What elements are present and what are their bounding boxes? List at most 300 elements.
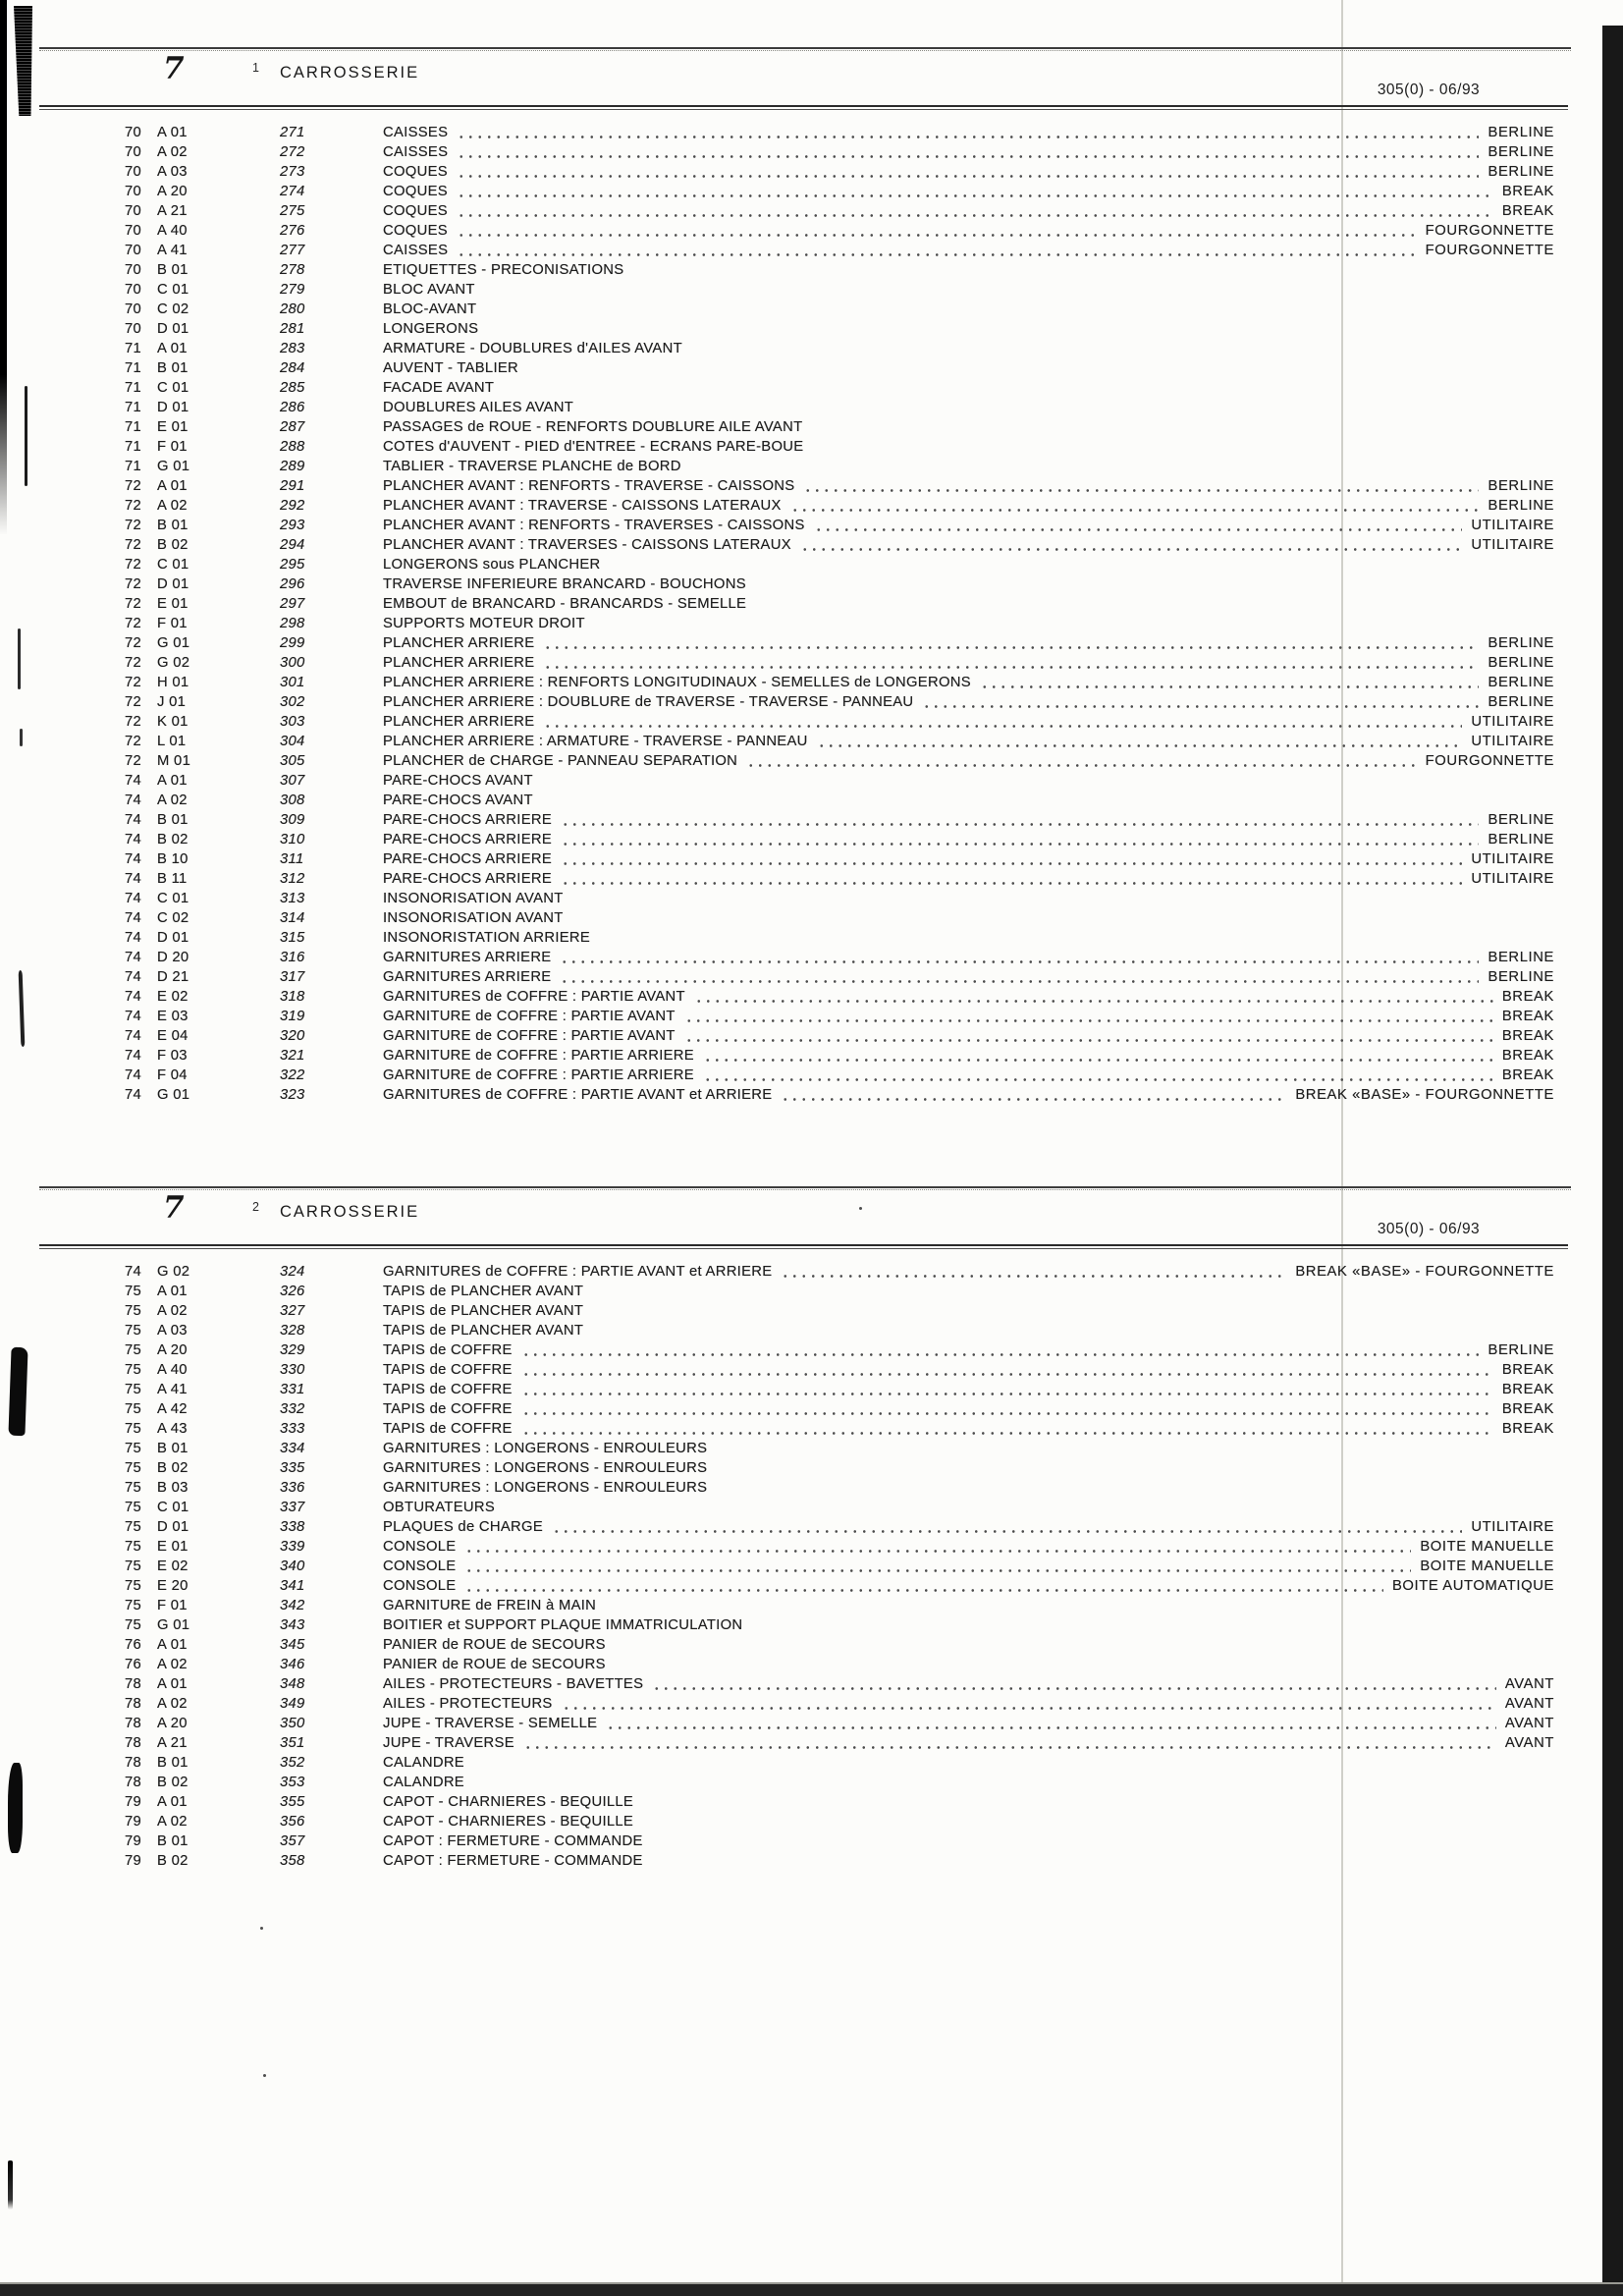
row-description: BLOC-AVANT <box>383 301 477 317</box>
row-page-number: 322 <box>280 1067 305 1083</box>
table-row <box>0 574 1623 594</box>
row-group: 74 <box>125 1067 142 1083</box>
part-number: 2 <box>252 1200 259 1214</box>
table-row <box>0 398 1623 417</box>
row-group: 74 <box>125 1087 142 1103</box>
row-page-number: 310 <box>280 832 305 847</box>
table-row <box>0 1753 1623 1773</box>
row-code: G 01 <box>157 1087 190 1103</box>
scan-artifact <box>14 6 32 116</box>
row-group: 72 <box>125 734 142 749</box>
row-code: B 03 <box>157 1480 189 1496</box>
row-page-number: 303 <box>280 714 305 730</box>
row-code: D 01 <box>157 1519 189 1535</box>
table-row <box>0 1478 1623 1498</box>
row-variant: BERLINE <box>1488 1342 1554 1358</box>
row-variant: AVANT <box>1504 1716 1554 1731</box>
row-code: A 01 <box>157 1676 188 1692</box>
row-page-number: 291 <box>280 478 305 494</box>
row-group: 75 <box>125 1401 142 1417</box>
table-row <box>0 1046 1623 1066</box>
row-description: GARNITURES : LONGERONS - ENROULEURS <box>383 1460 708 1476</box>
row-group: 75 <box>125 1342 142 1358</box>
row-description: PARE-CHOCS ARRIERE <box>383 871 553 887</box>
row-code: B 01 <box>157 1755 189 1771</box>
row-description: CONSOLE <box>383 1539 457 1555</box>
row-description: PLANCHER AVANT : TRAVERSES - CAISSONS LATERAUX <box>383 537 791 553</box>
row-code: A 02 <box>157 1696 188 1712</box>
row-code: A 41 <box>157 1382 188 1397</box>
row-variant: BERLINE <box>1488 655 1554 671</box>
row-description: CAPOT : FERMETURE - COMMANDE <box>383 1833 643 1849</box>
row-group: 74 <box>125 851 142 867</box>
row-code: A 20 <box>157 1716 188 1731</box>
row-code: C 01 <box>157 1500 189 1515</box>
table-row <box>0 339 1623 358</box>
table-row <box>0 1812 1623 1831</box>
row-code: A 21 <box>157 1735 188 1751</box>
row-code: E 01 <box>157 1539 189 1555</box>
row-group: 74 <box>125 891 142 906</box>
row-description: CALANDRE <box>383 1775 464 1790</box>
row-code: H 01 <box>157 675 189 690</box>
row-description: GARNITURE de COFFRE : PARTIE ARRIERE <box>383 1067 694 1083</box>
dot-leader <box>520 1733 1499 1753</box>
row-group: 75 <box>125 1519 142 1535</box>
row-group: 74 <box>125 989 142 1005</box>
row-code: A 01 <box>157 478 188 494</box>
table-row <box>0 1557 1623 1576</box>
table-row <box>0 1773 1623 1792</box>
row-description: ARMATURE - DOUBLURES d'AILES AVANT <box>383 341 682 356</box>
row-description: PARE-CHOCS AVANT <box>383 793 533 808</box>
row-page-number: 337 <box>280 1500 305 1515</box>
row-page-number: 275 <box>280 203 305 219</box>
row-description: TRAVERSE INFERIEURE BRANCARD - BOUCHONS <box>383 576 746 592</box>
row-description: TAPIS de COFFRE <box>383 1382 513 1397</box>
row-page-number: 330 <box>280 1362 305 1378</box>
table-row <box>0 457 1623 476</box>
row-description: GARNITURE de FREIN à MAIN <box>383 1598 597 1613</box>
row-variant: BREAK <box>1501 989 1554 1005</box>
row-group: 75 <box>125 1421 142 1437</box>
row-group: 74 <box>125 773 142 789</box>
table-row <box>0 849 1623 869</box>
row-group: 75 <box>125 1558 142 1574</box>
table-row <box>0 1360 1623 1380</box>
row-group: 79 <box>125 1814 142 1830</box>
table-row <box>0 1674 1623 1694</box>
row-code: A 03 <box>157 1323 188 1339</box>
row-group: 79 <box>125 1833 142 1849</box>
row-group: 71 <box>125 439 142 455</box>
row-description: SUPPORTS MOTEUR DROIT <box>383 616 585 631</box>
row-variant: AVANT <box>1504 1676 1554 1692</box>
row-page-number: 311 <box>280 851 304 867</box>
row-code: D 20 <box>157 950 189 965</box>
row-description: PANIER de ROUE de SECOURS <box>383 1637 606 1653</box>
row-group: 71 <box>125 380 142 396</box>
row-description: CAISSES <box>383 243 449 258</box>
row-description: AILES - PROTECTEURS <box>383 1696 553 1712</box>
row-code: B 01 <box>157 360 189 376</box>
dot-leader <box>977 673 1483 692</box>
dot-leader <box>454 201 1496 221</box>
row-description: GARNITURES de COFFRE : PARTIE AVANT et ARRIERE <box>383 1264 773 1280</box>
dot-leader <box>919 692 1482 712</box>
row-description: JUPE - TRAVERSE - SEMELLE <box>383 1716 598 1731</box>
row-code: G 01 <box>157 1617 190 1633</box>
dot-leader <box>454 142 1482 162</box>
row-group: 74 <box>125 1009 142 1024</box>
dot-leader <box>743 751 1420 771</box>
row-page-number: 342 <box>280 1598 305 1613</box>
row-variant: BREAK <box>1501 1009 1554 1024</box>
row-group: 76 <box>125 1637 142 1653</box>
row-code: B 11 <box>157 871 188 887</box>
row-page-number: 336 <box>280 1480 305 1496</box>
row-code: E 01 <box>157 419 189 435</box>
dot-leader <box>540 653 1482 673</box>
dot-leader <box>681 1007 1496 1026</box>
row-code: B 01 <box>157 1833 189 1849</box>
table-row <box>0 300 1623 319</box>
dot-leader <box>461 1557 1414 1576</box>
row-page-number: 317 <box>280 969 305 985</box>
row-page-number: 348 <box>280 1676 305 1692</box>
row-code: G 01 <box>157 459 190 474</box>
row-description: ETIQUETTES - PRECONISATIONS <box>383 262 624 278</box>
row-group: 72 <box>125 478 142 494</box>
row-variant: BREAK <box>1501 1067 1554 1083</box>
row-code: K 01 <box>157 714 189 730</box>
row-variant: BERLINE <box>1488 125 1554 140</box>
table-row <box>0 1282 1623 1301</box>
row-code: B 02 <box>157 832 189 847</box>
row-description: AUVENT - TABLIER <box>383 360 519 376</box>
row-description: CONSOLE <box>383 1578 457 1594</box>
chapter-title: CARROSSERIE <box>280 64 420 82</box>
dot-leader <box>797 535 1465 555</box>
table-row <box>0 1596 1623 1615</box>
dot-leader <box>540 633 1482 653</box>
row-page-number: 355 <box>280 1794 305 1810</box>
row-description: PLANCHER ARRIERE <box>383 635 535 651</box>
row-description: INSONORISATION AVANT <box>383 910 564 926</box>
dot-leader <box>559 1694 1499 1714</box>
row-group: 74 <box>125 871 142 887</box>
row-variant: BERLINE <box>1488 969 1554 985</box>
row-group: 78 <box>125 1676 142 1692</box>
dot-leader <box>558 869 1465 889</box>
row-group: 72 <box>125 596 142 612</box>
row-description: CAPOT : FERMETURE - COMMANDE <box>383 1853 643 1869</box>
row-page-number: 302 <box>280 694 305 710</box>
scan-bottom-band <box>0 2284 1623 2296</box>
row-description: EMBOUT de BRANCARD - BRANCARDS - SEMELLE <box>383 596 747 612</box>
table-row <box>0 280 1623 300</box>
row-code: A 41 <box>157 243 188 258</box>
row-group: 75 <box>125 1284 142 1299</box>
row-variant: UTILITAIRE <box>1471 537 1554 553</box>
row-description: COTES d'AUVENT - PIED d'ENTREE - ECRANS PARE-BOUE <box>383 439 804 455</box>
table-row <box>0 791 1623 810</box>
row-group: 78 <box>125 1716 142 1731</box>
row-description: GARNITURE de COFFRE : PARTIE AVANT <box>383 1009 676 1024</box>
row-page-number: 308 <box>280 793 305 808</box>
row-code: A 42 <box>157 1401 188 1417</box>
row-description: PARE-CHOCS ARRIERE <box>383 832 553 847</box>
dot-leader <box>454 123 1482 142</box>
row-page-number: 292 <box>280 498 305 514</box>
row-variant: BREAK <box>1501 203 1554 219</box>
scan-speck <box>260 1927 263 1930</box>
row-code: B 01 <box>157 812 189 828</box>
row-page-number: 332 <box>280 1401 305 1417</box>
row-code: D 01 <box>157 930 189 946</box>
table-row <box>0 358 1623 378</box>
table-row <box>0 319 1623 339</box>
row-variant: BERLINE <box>1488 812 1554 828</box>
header-rule <box>39 105 1568 110</box>
row-page-number: 293 <box>280 518 305 533</box>
table-row <box>0 594 1623 614</box>
row-description: PLANCHER AVANT : TRAVERSE - CAISSONS LATERAUX <box>383 498 782 514</box>
row-group: 70 <box>125 301 142 317</box>
row-description: GARNITURE de COFFRE : PARTIE ARRIERE <box>383 1048 694 1064</box>
row-variant: UTILITAIRE <box>1471 851 1554 867</box>
table-row <box>0 967 1623 987</box>
row-page-number: 298 <box>280 616 305 631</box>
row-code: F 01 <box>157 1598 188 1613</box>
row-group: 79 <box>125 1794 142 1810</box>
row-code: A 02 <box>157 793 188 808</box>
dot-leader <box>461 1537 1414 1557</box>
row-group: 72 <box>125 635 142 651</box>
row-description: CAPOT - CHARNIERES - BEQUILLE <box>383 1814 634 1830</box>
table-row <box>0 1439 1623 1458</box>
row-code: A 02 <box>157 498 188 514</box>
row-group: 75 <box>125 1460 142 1476</box>
row-variant: BOITE MANUELLE <box>1420 1558 1554 1574</box>
row-group: 75 <box>125 1578 142 1594</box>
dot-leader <box>558 810 1482 830</box>
table-row <box>0 496 1623 516</box>
row-description: COQUES <box>383 164 448 180</box>
row-code: G 02 <box>157 655 190 671</box>
row-group: 70 <box>125 203 142 219</box>
row-group: 78 <box>125 1735 142 1751</box>
row-page-number: 331 <box>280 1382 305 1397</box>
row-code: B 02 <box>157 1775 189 1790</box>
dot-leader <box>811 516 1466 535</box>
dot-leader <box>518 1399 1496 1419</box>
dot-leader <box>700 1046 1496 1066</box>
row-description: LONGERONS sous PLANCHER <box>383 557 601 573</box>
row-page-number: 340 <box>280 1558 305 1574</box>
row-page-number: 329 <box>280 1342 305 1358</box>
row-variant: FOURGONNETTE <box>1425 223 1554 239</box>
table-row <box>0 123 1623 142</box>
row-description: PARE-CHOCS AVANT <box>383 773 533 789</box>
row-page-number: 356 <box>280 1814 305 1830</box>
row-page-number: 334 <box>280 1441 305 1456</box>
row-variant: BERLINE <box>1488 635 1554 651</box>
row-code: G 02 <box>157 1264 190 1280</box>
table-row <box>0 182 1623 201</box>
row-group: 70 <box>125 125 142 140</box>
dot-leader <box>778 1085 1289 1105</box>
row-variant: BOITE MANUELLE <box>1420 1539 1554 1555</box>
dot-leader <box>649 1674 1499 1694</box>
row-group: 78 <box>125 1696 142 1712</box>
row-description: JUPE - TRAVERSE <box>383 1735 514 1751</box>
row-variant: BERLINE <box>1488 498 1554 514</box>
row-code: C 01 <box>157 282 189 298</box>
doc-reference: 305(0) - 06/93 <box>1377 1221 1481 1237</box>
row-page-number: 345 <box>280 1637 305 1653</box>
table-row <box>0 751 1623 771</box>
row-variant: BREAK <box>1501 1401 1554 1417</box>
table-row <box>0 162 1623 182</box>
table-row <box>0 1026 1623 1046</box>
row-description: COQUES <box>383 203 448 219</box>
row-code: D 01 <box>157 576 189 592</box>
row-page-number: 278 <box>280 262 305 278</box>
part-number: 1 <box>252 61 259 75</box>
table-row <box>0 692 1623 712</box>
table-row <box>0 1340 1623 1360</box>
dot-leader <box>814 732 1466 751</box>
chapter-title: CARROSSERIE <box>280 1203 420 1221</box>
table-row <box>0 1694 1623 1714</box>
row-group: 71 <box>125 360 142 376</box>
dot-leader <box>691 987 1496 1007</box>
row-group: 71 <box>125 419 142 435</box>
row-variant: BREAK «BASE» - FOURGONNETTE <box>1295 1264 1554 1280</box>
table-row <box>0 869 1623 889</box>
table-row <box>0 142 1623 162</box>
row-group: 72 <box>125 576 142 592</box>
dot-leader <box>549 1517 1465 1537</box>
row-variant: AVANT <box>1504 1696 1554 1712</box>
row-code: B 10 <box>157 851 189 867</box>
row-group: 70 <box>125 164 142 180</box>
row-page-number: 271 <box>280 125 305 140</box>
dot-leader <box>558 849 1465 869</box>
row-code: A 02 <box>157 1303 188 1319</box>
table-row <box>0 732 1623 751</box>
row-group: 72 <box>125 537 142 553</box>
dot-leader <box>518 1360 1496 1380</box>
row-page-number: 301 <box>280 675 305 690</box>
row-description: CAISSES <box>383 144 449 160</box>
row-variant: BOITE AUTOMATIQUE <box>1391 1578 1554 1594</box>
row-page-number: 353 <box>280 1775 305 1790</box>
row-page-number: 272 <box>280 144 305 160</box>
row-group: 74 <box>125 969 142 985</box>
chapter-number: 7 <box>163 51 185 86</box>
row-page-number: 273 <box>280 164 305 180</box>
row-page-number: 276 <box>280 223 305 239</box>
row-variant: BERLINE <box>1488 832 1554 847</box>
row-code: J 01 <box>157 694 187 710</box>
row-group: 72 <box>125 616 142 631</box>
row-page-number: 294 <box>280 537 305 553</box>
row-page-number: 320 <box>280 1028 305 1044</box>
row-code: B 01 <box>157 518 189 533</box>
row-page-number: 343 <box>280 1617 305 1633</box>
row-description: TAPIS de PLANCHER AVANT <box>383 1323 584 1339</box>
table-row <box>0 1066 1623 1085</box>
row-code: D 01 <box>157 400 189 415</box>
row-group: 79 <box>125 1853 142 1869</box>
table-row <box>0 1301 1623 1321</box>
row-page-number: 351 <box>280 1735 305 1751</box>
row-group: 74 <box>125 812 142 828</box>
row-code: M 01 <box>157 753 191 769</box>
dot-leader <box>454 241 1419 260</box>
row-page-number: 284 <box>280 360 305 376</box>
row-description: LONGERONS <box>383 321 479 337</box>
row-description: GARNITURES : LONGERONS - ENROULEURS <box>383 1441 708 1456</box>
row-group: 70 <box>125 282 142 298</box>
dot-leader <box>454 221 1420 241</box>
row-code: B 02 <box>157 1853 189 1869</box>
row-code: C 02 <box>157 910 189 926</box>
row-description: TAPIS de COFFRE <box>383 1342 513 1358</box>
row-code: C 01 <box>157 557 189 573</box>
row-page-number: 324 <box>280 1264 305 1280</box>
row-description: INSONORISTATION ARRIERE <box>383 930 591 946</box>
row-code: A 01 <box>157 341 188 356</box>
row-variant: UTILITAIRE <box>1471 871 1554 887</box>
row-page-number: 305 <box>280 753 305 769</box>
row-code: F 03 <box>157 1048 188 1064</box>
row-code: A 01 <box>157 1794 188 1810</box>
row-code: B 02 <box>157 1460 189 1476</box>
row-page-number: 321 <box>280 1048 305 1064</box>
row-group: 70 <box>125 243 142 258</box>
row-code: E 02 <box>157 989 189 1005</box>
row-description: GARNITURES ARRIERE <box>383 950 552 965</box>
row-page-number: 358 <box>280 1853 305 1869</box>
dot-leader <box>800 476 1482 496</box>
row-description: AILES - PROTECTEURS - BAVETTES <box>383 1676 644 1692</box>
row-code: D 21 <box>157 969 189 985</box>
row-group: 74 <box>125 910 142 926</box>
row-description: PLANCHER ARRIERE <box>383 655 535 671</box>
row-code: A 02 <box>157 1657 188 1672</box>
row-code: E 02 <box>157 1558 189 1574</box>
row-description: CONSOLE <box>383 1558 457 1574</box>
table-row <box>0 1380 1623 1399</box>
parts-table <box>0 1262 1623 1871</box>
row-variant: BREAK <box>1501 1028 1554 1044</box>
row-description: PLANCHER AVANT : RENFORTS - TRAVERSE - CAISSONS <box>383 478 795 494</box>
row-group: 70 <box>125 144 142 160</box>
table-row <box>0 535 1623 555</box>
row-group: 78 <box>125 1755 142 1771</box>
row-group: 70 <box>125 321 142 337</box>
row-code: A 01 <box>157 1284 188 1299</box>
row-code: A 20 <box>157 1342 188 1358</box>
row-variant: FOURGONNETTE <box>1425 243 1554 258</box>
row-group: 75 <box>125 1598 142 1613</box>
scan-artifact <box>8 2160 13 2210</box>
row-code: E 20 <box>157 1578 189 1594</box>
row-code: A 40 <box>157 1362 188 1378</box>
